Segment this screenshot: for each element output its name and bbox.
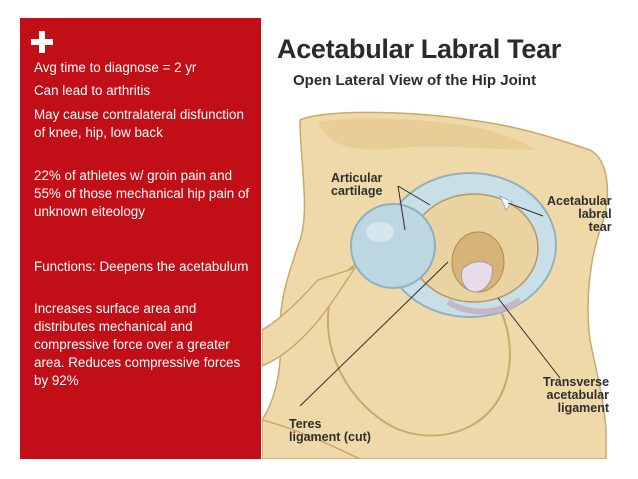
- bullet-functions: Functions: Deepens the acetabulum: [34, 259, 249, 274]
- label-line: acetabular: [546, 388, 610, 402]
- label-line: labral: [578, 207, 612, 221]
- bullet-surface-area: Increases surface area and distributes mechanical and compressive force over a greater area. Reduces compressive forces by 92%: [34, 301, 241, 388]
- label-acetabular-labral-tear: [547, 195, 612, 234]
- label-line: ligament: [557, 401, 610, 415]
- bullet-arthritis: Can lead to arthritis: [34, 83, 151, 98]
- label-teres-ligament: [289, 418, 371, 444]
- label-line: tear: [588, 220, 612, 234]
- figure-title: Acetabular Labral Tear: [277, 34, 562, 64]
- label-articular-cartilage: [331, 172, 382, 198]
- plus-icon: [31, 31, 53, 53]
- bullet-athletes: 22% of athletes w/ groin pain and 55% of those mechanical hip pain of unknown eiteology: [34, 168, 250, 219]
- label-line: Articular: [331, 171, 383, 185]
- bullet-diagnose-time: Avg time to diagnose = 2 yr: [34, 60, 197, 75]
- label-line: Transverse: [543, 375, 610, 389]
- label-transverse-acetabular-ligament: [543, 376, 609, 415]
- label-line: cartilage: [331, 184, 383, 198]
- bullet-contralateral: May cause contralateral disfunction of knee, hip, low back: [34, 107, 244, 140]
- label-line: ligament (cut): [289, 430, 371, 444]
- label-line: Acetabular: [547, 194, 612, 208]
- figure-subtitle: Open Lateral View of the Hip Joint: [293, 72, 537, 89]
- label-line: Teres: [289, 417, 322, 431]
